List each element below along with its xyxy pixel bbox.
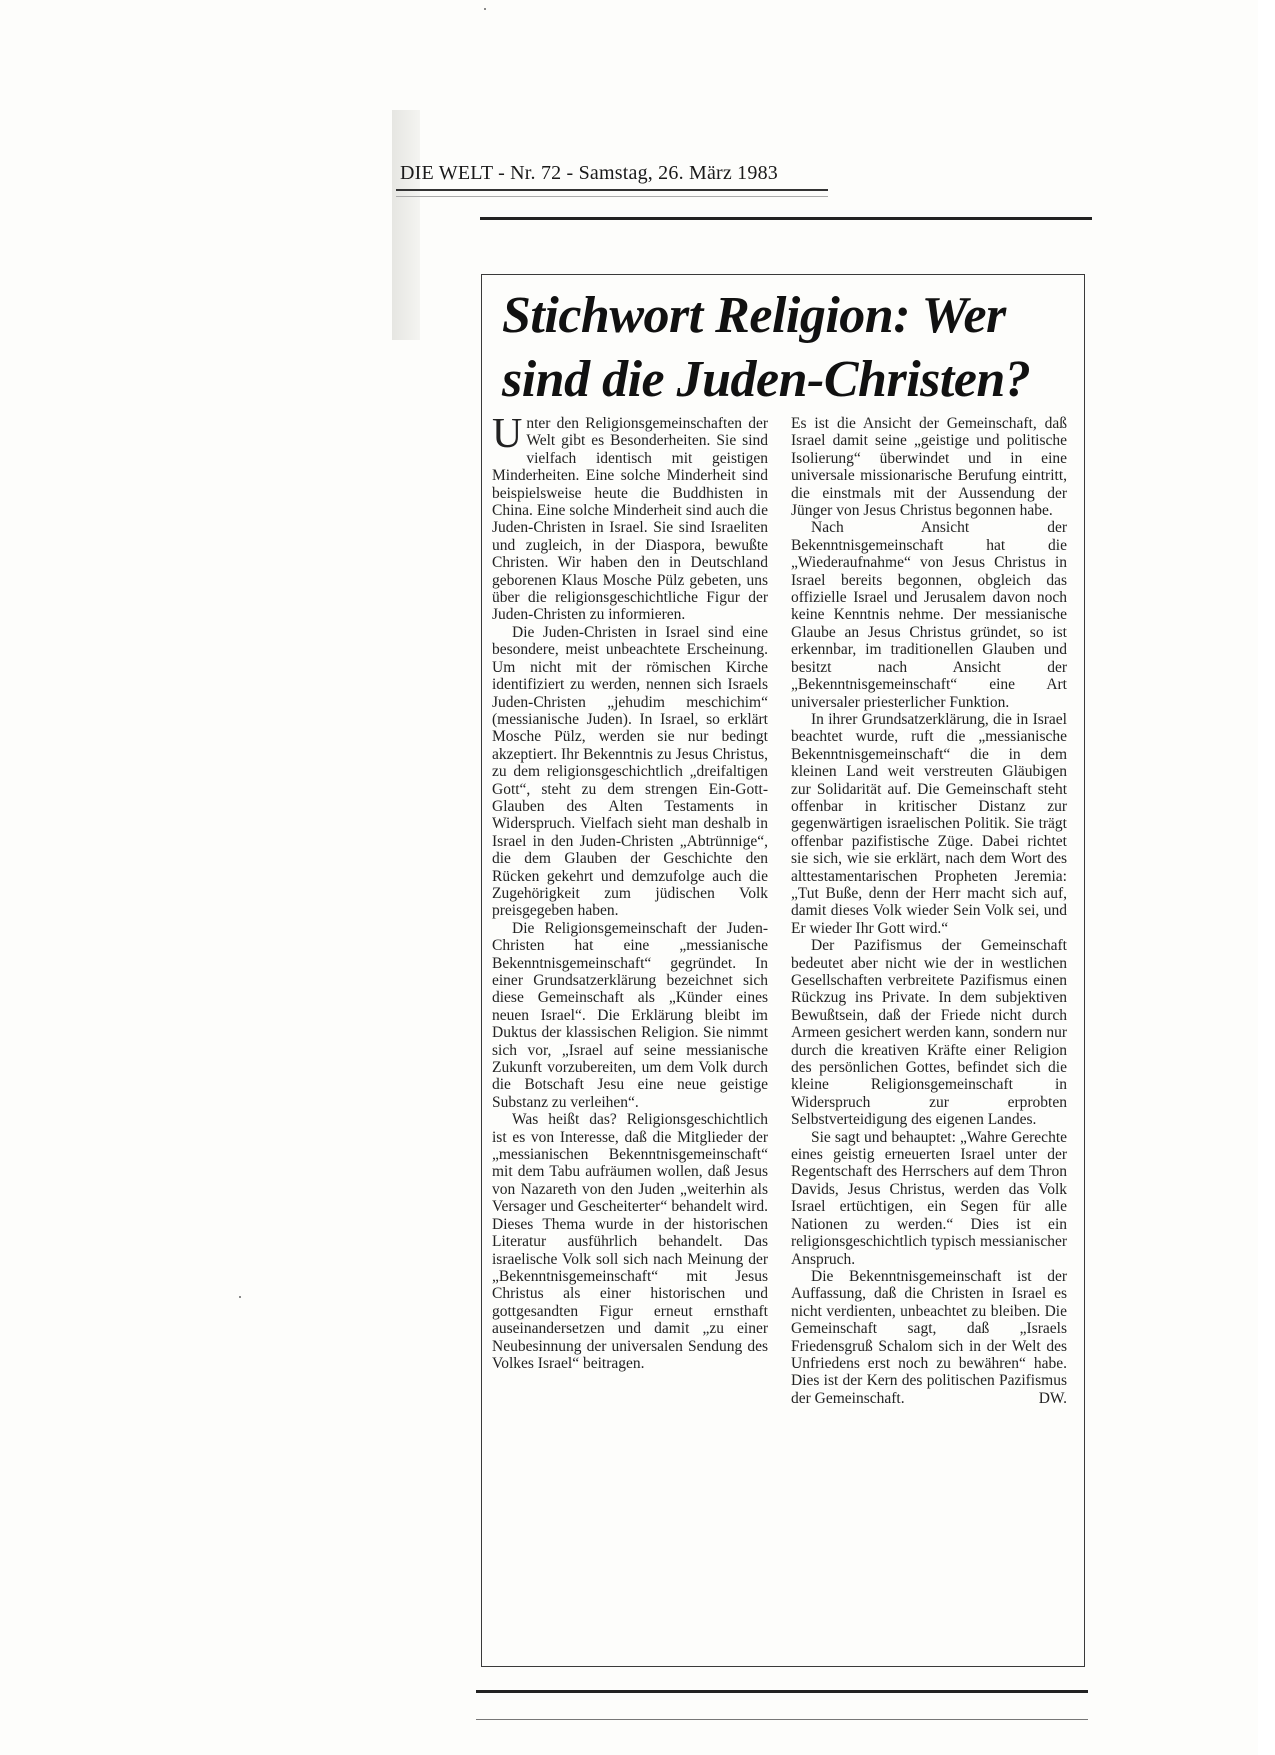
masthead-rule — [396, 189, 828, 191]
paragraph: Der Pazifismus der Gemeinschaft bedeutet aber nicht wie der in westlichen Gesellschaften verbreitete Pazifismus einen Rückzug ins Private. In dem subjektiven Bewußtsein, daß der Friede nicht durch Armeen gesichert werden kann, sondern nur durch die kreativen Kräfte einer Religion des persönlichen Gottes, befindet sich die kleine Religionsgemeinschaft in Widerspruch zur erprobten Selbstverteidigung des eigenen Landes. — [791, 937, 1067, 1129]
newspaper-masthead: DIE WELT - Nr. 72 - Samstag, 26. März 1983 — [400, 162, 778, 184]
paragraph: Sie sagt und behauptet: „Wahre Gerechte eines geistig erneuerten Israel unter der Regentschaft des Herrschers auf dem Thron Davids, Jesus Christus, werden das Volk Israel ertüchtigen, ein Segen für alle Nationen zu werden.“ Dies ist ein religionsgeschichtlich typisch messianischer Anspruch. — [791, 1128, 1067, 1268]
scan-shadow — [392, 110, 420, 340]
article-headline — [502, 284, 1082, 412]
drop-cap: U — [492, 411, 523, 457]
bottom-rule — [476, 1690, 1088, 1693]
bottom-rule-thin — [476, 1719, 1088, 1720]
headline-line-1: Stichwort Religion: Wer — [502, 287, 1006, 344]
paragraph: Die Religionsgemeinschaft der Juden-Christen hat eine „messianische Bekenntnisgemeinschaft“ gegründet. In einer Grundsatzerklärung bezeichnet sich diese Gemeinschaft als „Künder eines neuen Israel“. Die Erklärung bleibt im Duktus der klassischen Religion. Sie nimmt sich vor, „Israel auf seine messianische Zukunft vorzubereiten, um dem Volk durch die Botschaft Jesu eine neue geistige Substanz zu verleihen“. — [492, 919, 768, 1111]
scan-speck — [484, 8, 486, 10]
paragraph: Was heißt das? Religionsgeschichtlich ist es von Interesse, daß die Mitglieder der „messianischen Bekenntnisgemeinschaft“ mit dem Tabu aufräumen wollen, daß Jesus von Nazareth von den Juden „weiterhin als Versager und Gescheiterter“ behandelt wird. Dieses Thema wurde in der historischen Literatur ausführlich behandelt. Das israelische Volk soll sich nach Meinung der „Bekenntnisgemeinschaft“ mit Jesus Christus als einer historischen und gottgesandten Figur erneut ernsthaft auseinandersetzen und damit „zu einer Neubesinnung der universalen Sendung des Volkes Israel“ beitragen. — [492, 1111, 768, 1372]
paragraph: Die Bekenntnisgemeinschaft ist der Auffassung, daß die Christen in Israel es nicht verdienten, unbeachtet zu bleiben. Die Gemeinschaft sagt, daß „Israels Friedensgruß Schalom sich in der Welt des Unfriedens erst noch zu bewähren“ habe. Dies ist der Kern des politischen Pazifismus der Gemeinschaft. DW. — [791, 1267, 1067, 1407]
headline-line-2: sind die Juden-Christen? — [502, 351, 1031, 408]
paragraph: Nach Ansicht der Bekenntnisgemeinschaft hat die „Wiederaufnahme“ von Jesus Christus in Israel bereits begonnen, obgleich das offizielle Israel und Jerusalem davon noch keine Kenntnis nehme. Der messianische Glaube an Jesus Christus gründet, so ist erkennbar, im traditionellen Glauben und besitzt nach Ansicht der „Bekenntnisgemeinschaft“ eine Art universaler priesterlicher Funktion. — [791, 519, 1067, 711]
scan-speck — [239, 1296, 241, 1298]
paragraph: Es ist die Ansicht der Gemeinschaft, daß Israel damit seine „geistige und politische Isolierung“ überwindet und in eine universale missionarische Berufung eintritt, die einstmals mit der Aussendung der Jünger von Jesus Christus begonnen habe. — [791, 415, 1067, 520]
paragraph: In ihrer Grundsatzerklärung, die in Israel beachtet wurde, ruft die „messianische Bekenntnisgemeinschaft“ die in dem kleinen Land weit verstreuten Gläubigen zur Solidarität auf. Die Gemeinschaft steht offenbar in kritischer Distanz zur gegenwärtigen israelischen Politik. Sie trägt offenbar pazifistische Züge. Dabei richtet sie sich, wie sie erklärt, nach dem Wort des alttestamentarischen Propheten Jeremia: „Tut Buße, denn der Herr macht sich auf, damit dieses Volk wieder Sein Volk sei, und Er wieder Ihr Gott wird.“ — [791, 710, 1067, 937]
top-rule — [480, 217, 1092, 220]
paragraph: Die Juden-Christen in Israel sind eine besondere, meist unbeachtete Erscheinung. Um nicht mit der römischen Kirche identifiziert zu werden, nennen sich Israels Juden-Christen „jehudim meschichim“ (messianische Juden). In Israel, so erklärt Mosche Pülz, werden sie nur bedingt akzeptiert. Ihr Bekenntnis zu Jesus Christus, zu dem religionsgeschichtlich „dreifaltigen Gott“, steht zu dem strengen Ein-Gott-Glauben des Alten Testaments in Widerspruch. Vielfach sieht man deshalb in Israel in den Juden-Christen „Abtrünnige“, die dem Glauben der Geschichte den Rücken gekehrt und demzufolge auch die Zugehörigkeit zum jüdischen Volk preisgegeben haben. — [492, 623, 768, 920]
article-column-left — [492, 411, 768, 1372]
author-signature: DW. — [1038, 1389, 1067, 1407]
paragraph: Unter den Religionsgemeinschaften der Welt gibt es Besonderheiten. Sie sind vielfach identisch mit geistigen Minderheiten. Eine solche Minderheit sind beispielsweise heute die Buddhisten in China. Eine solche Minderheit sind auch die Juden-Christen in Israel. Sie sind Israeliten und zugleich, in der Diaspora, bewußte Christen. Wir haben den in Deutschland geborenen Klaus Mosche Pülz gebeten, uns über die religionsgeschichtliche Figur der Juden-Christen zu informieren. — [492, 411, 768, 624]
masthead-rule-thin — [396, 196, 828, 197]
article-column-right — [791, 415, 1067, 1407]
